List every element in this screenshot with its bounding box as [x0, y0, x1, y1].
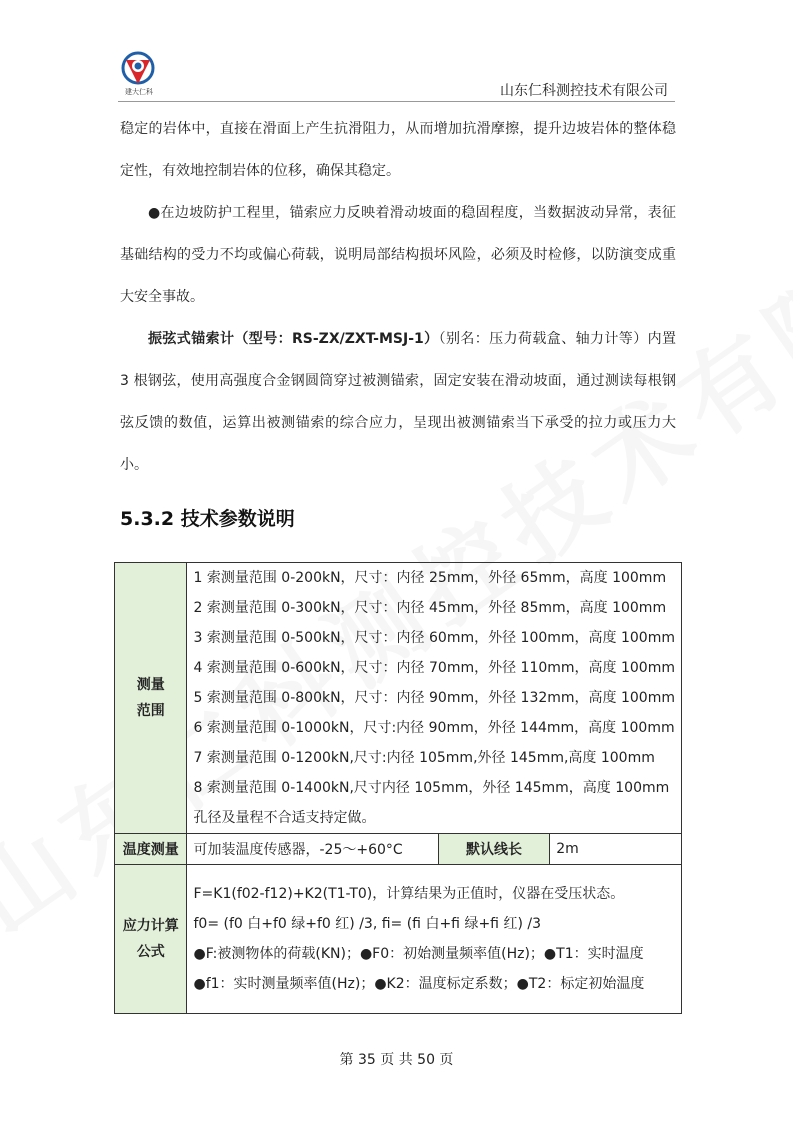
range-line: 7 索测量范围 0-1200kN,尺寸:内径 105mm,外径 145mm,高度 100mm	[193, 750, 655, 766]
formula-line: ●F:被测物体的荷载(KN)；●F0：初始测量频率值(Hz)；●T1：实时温度●f1：实时测量频率值(Hz)；●K2：温度标定系数；●T2：标定初始温度	[193, 946, 645, 992]
paragraph-1: 稳定的岩体中，直接在滑面上产生抗滑阻力，从而增加抗滑摩擦，提升边坡岩体的整体稳定性，有效地控制岩体的位移，确保其稳定。	[120, 121, 676, 179]
temp-value: 可加装温度传感器，-25～+60°C	[187, 834, 438, 865]
formula-label: 应力计算 公式	[115, 865, 187, 1014]
paragraph-2: ●在边坡防护工程里，锚索应力反映着滑动坡面的稳固程度，当数据波动异常，表征基础结构的受力不均或偏心荷载，说明局部结构损坏风险，必须及时检修，以防演变成重大安全事故。	[120, 205, 676, 305]
temp-label: 温度测量	[115, 834, 187, 865]
range-line: 1 索测量范围 0-200kN，尺寸：内径 25mm，外径 65mm，高度 100mm	[193, 570, 667, 586]
paragraph-3	[120, 318, 676, 486]
body-text	[120, 108, 676, 486]
range-line: 8 索测量范围 0-1400kN,尺寸内径 105mm，外径 145mm，高度 100mm	[193, 780, 670, 796]
section-title: 5.3.2 技术参数说明	[120, 508, 295, 530]
formula-line: f0= (f0 白+f0 绿+f0 红) /3, fi= (fi 白+fi 绿+fi 红) /3	[193, 916, 541, 932]
range-label: 测量 范围	[115, 563, 187, 834]
product-description: （别名：压力荷载盒、轴力计等）内置 3 根钢弦，使用高强度合金钢圆筒穿过被测锚索，固定安装在滑动坡面，通过测读每根钢弦反馈的数值，运算出被测锚索的综合应力，呈现出被测锚索当下承受的拉力或压力大小。	[120, 331, 676, 473]
range-values	[187, 563, 682, 834]
formula-line: F=K1(f02-f12)+K2(T1-T0)，计算结果为正值时，仪器在受压状态。	[193, 886, 625, 902]
range-line: 6 索测量范围 0-1000kN，尺寸:内径 90mm，外径 144mm，高度 100mm	[193, 720, 675, 736]
range-line: 4 索测量范围 0-600kN，尺寸：内径 70mm，外径 110mm，高度 100mm	[193, 660, 675, 676]
table-row	[115, 563, 682, 834]
table-row	[115, 865, 682, 1014]
table-row	[115, 834, 682, 865]
cable-value: 2m	[550, 834, 682, 865]
logo-text: 建大仁科	[125, 88, 153, 96]
company-name: 山东仁科测控技术有限公司	[500, 83, 668, 99]
range-line: 2 索测量范围 0-300kN，尺寸：内径 45mm，外径 85mm，高度 100mm	[193, 600, 667, 616]
spec-table	[114, 562, 682, 1014]
cable-label: 默认线长	[438, 834, 549, 865]
range-line: 5 索测量范围 0-800kN，尺寸：内径 90mm，外径 132mm，高度 100mm	[193, 690, 675, 706]
product-model: 振弦式锚索计（型号：RS-ZX/ZXT-MSJ-1）	[148, 331, 439, 347]
formula-values	[187, 865, 682, 1014]
range-line: 3 索测量范围 0-500kN，尺寸：内径 60mm，外径 100mm，高度 100mm	[193, 630, 675, 646]
page-number: 第 35 页 共 50 页	[339, 1052, 454, 1068]
header-divider	[118, 101, 675, 102]
range-line: 孔径及量程不合适支持定做。	[193, 810, 376, 826]
